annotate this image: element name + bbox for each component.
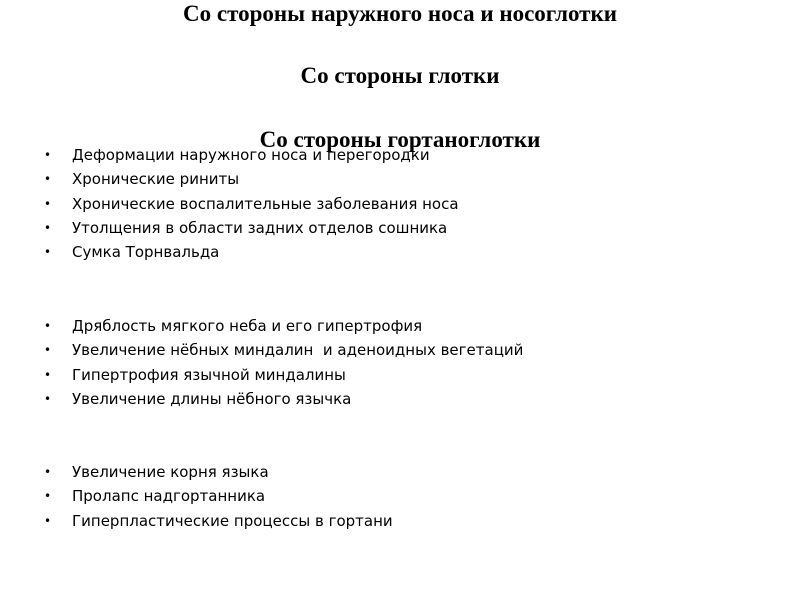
heading-nose-nasopharynx: Со стороны наружного носа и носоглотки bbox=[183, 1, 617, 26]
list-item-text: Гипертрофия язычной миндалины bbox=[72, 365, 346, 384]
list-item-text: Пролапс надгортанника bbox=[72, 487, 266, 506]
list-item-text: Утолщения в области задних отделов сошника bbox=[72, 218, 448, 237]
bullet-icon: • bbox=[44, 172, 52, 187]
bullet-icon: • bbox=[44, 343, 52, 358]
list-item-text: Увеличение корня языка bbox=[72, 463, 269, 481]
bullet-icon: • bbox=[44, 513, 52, 528]
bullet-icon: • bbox=[44, 489, 52, 504]
bullet-icon: • bbox=[44, 148, 52, 162]
list-item-text: Гиперпластические процессы в гортани bbox=[72, 511, 393, 530]
list-item-text: Деформации наружного носа и перегородки bbox=[72, 146, 430, 164]
bullet-icon: • bbox=[44, 465, 52, 479]
bullet-icon: • bbox=[44, 196, 52, 211]
bullet-icon: • bbox=[44, 245, 52, 260]
bullet-icon: • bbox=[44, 319, 52, 333]
bullet-icon: • bbox=[44, 367, 52, 382]
list-item-text: Сумка Торнвальда bbox=[72, 243, 220, 262]
heading-laryngopharynx: Со стороны гортаноглотки bbox=[259, 127, 541, 152]
list-item-text: Увеличение нёбных миндалин и аденоидных вегетаций bbox=[72, 341, 524, 360]
bullet-icon: • bbox=[44, 220, 52, 235]
heading-pharynx: Со стороны глотки bbox=[300, 63, 500, 88]
list-item-text: Хронические риниты bbox=[72, 170, 240, 189]
list-item-text: Хронические воспалительные заболевания носа bbox=[72, 194, 459, 213]
list-item-text: Увеличение длины нёбного язычка bbox=[72, 389, 352, 408]
list-item-text: Дряблость мягкого неба и его гипертрофия bbox=[72, 317, 423, 335]
bullet-icon: • bbox=[44, 391, 52, 406]
